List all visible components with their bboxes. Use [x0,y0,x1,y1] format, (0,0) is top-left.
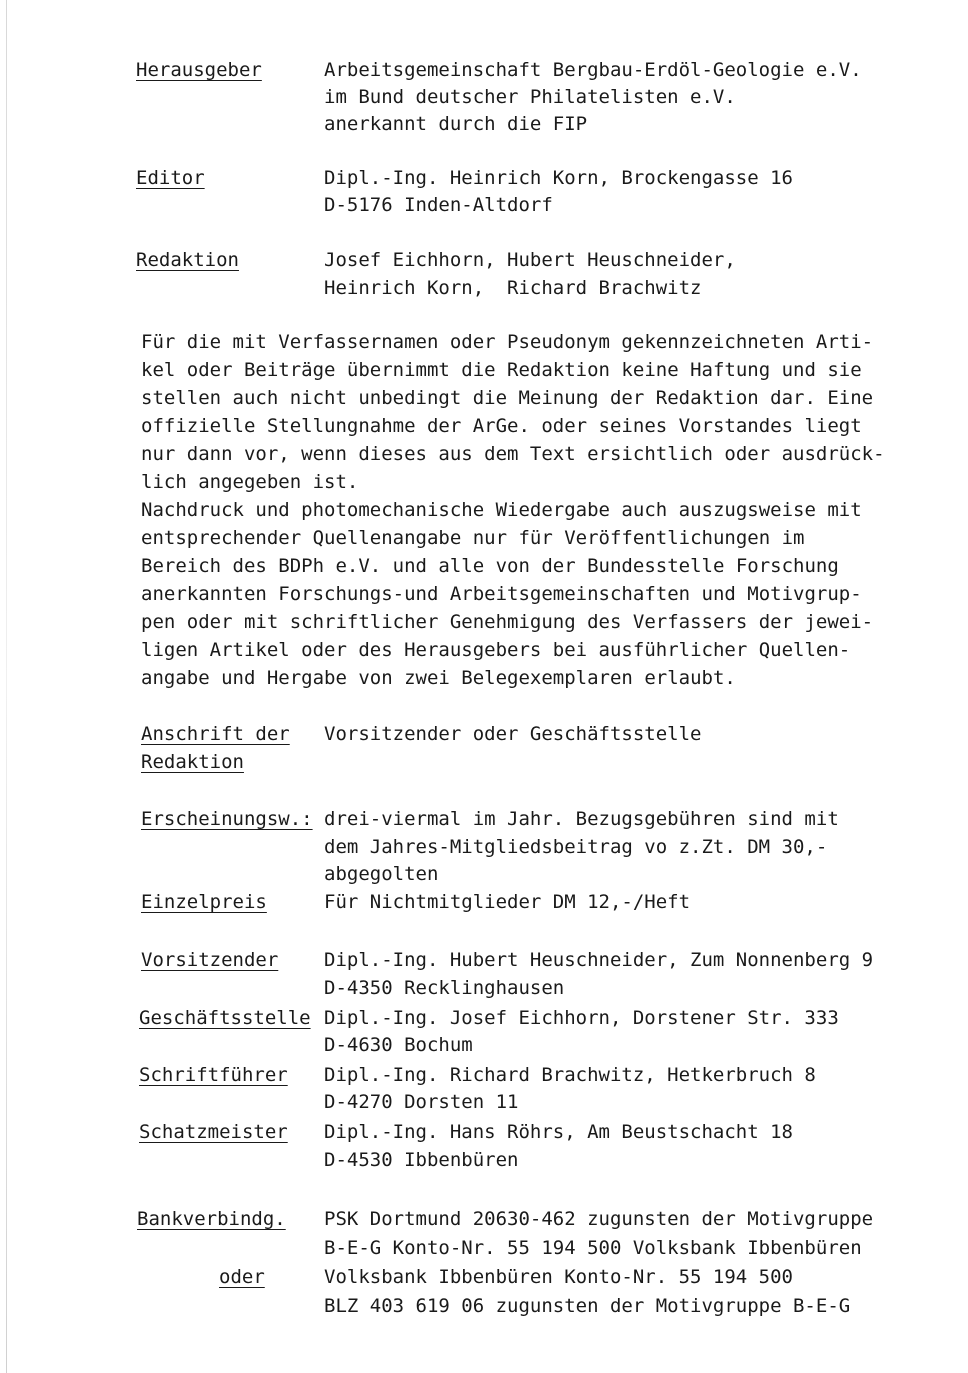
label-redaktion: Redaktion [136,249,239,271]
disclaimer-line: Für die mit Verfassernamen oder Pseudonym gekennzeichneten Arti- [141,331,874,353]
herausgeber-line-1: Arbeitsgemeinschaft Bergbau-Erdöl-Geologie e.V. [324,59,862,81]
erscheinung-line-1: drei-viermal im Jahr. Bezugsgebühren sind mit [324,808,839,830]
disclaimer-line: anerkannten Forschungs-und Arbeitsgemeinschaften und Motivgrup- [141,583,862,605]
label-oder: oder [219,1266,265,1288]
disclaimer-line: entsprechender Quellenangabe nur für Veröffentlichungen im [141,527,805,549]
redaktion-line-1: Josef Eichhorn, Hubert Heuschneider, [324,249,736,271]
label-herausgeber: Herausgeber [136,59,262,81]
geschaeftsstelle-line-2: D-4630 Bochum [324,1034,473,1056]
label-einzelpreis: Einzelpreis [141,891,267,913]
label-anschrift-line-2: Redaktion [141,751,244,773]
schriftfuehrer-line-1: Dipl.-Ing. Richard Brachwitz, Hetkerbruch 8 [324,1064,816,1086]
disclaimer-line: lich angegeben ist. [141,471,359,493]
bank-oder-line-1: Volksbank Ibbenbüren Konto-Nr. 55 194 500 [324,1266,793,1288]
disclaimer-line: offizielle Stellungnahme der ArGe. oder seines Vorstandes liegt [141,415,862,437]
redaktion-line-2: Heinrich Korn, Richard Brachwitz [324,277,702,299]
schriftfuehrer-line-2: D-4270 Dorsten 11 [324,1091,519,1113]
bank-oder-line-2: BLZ 403 619 06 zugunsten der Motivgruppe B-E-G [324,1295,851,1317]
disclaimer-line: pen oder mit schriftlicher Genehmigung des Verfassers der jewei- [141,611,874,633]
herausgeber-line-2: im Bund deutscher Philatelisten e.V. [324,86,736,108]
schatzmeister-line-1: Dipl.-Ing. Hans Röhrs, Am Beustschacht 18 [324,1121,793,1143]
disclaimer-line: angabe und Hergabe von zwei Belegexemplaren erlaubt. [141,667,736,689]
label-editor: Editor [136,167,205,189]
erscheinung-line-3: abgegolten [324,863,439,885]
anschrift-value: Vorsitzender oder Geschäftsstelle [324,723,702,745]
label-schatzmeister: Schatzmeister [139,1121,288,1143]
scan-page-edge [6,0,7,1373]
label-schriftfuehrer: Schriftführer [139,1064,288,1086]
einzelpreis-value: Für Nichtmitglieder DM 12,-/Heft [324,891,691,913]
disclaimer-line: Bereich des BDPh e.V. und alle von der Bundesstelle Forschung [141,555,839,577]
disclaimer-paragraph [141,328,911,692]
label-bankverbindung: Bankverbindg. [137,1208,286,1230]
disclaimer-line: kel oder Beiträge übernimmt die Redaktion keine Haftung und sie [141,359,862,381]
erscheinung-line-2: dem Jahres-Mitgliedsbeitrag vo z.Zt. DM 30,- [324,836,828,858]
disclaimer-line: ligen Artikel oder des Herausgebers bei ausführlicher Quellen- [141,639,851,661]
bank-line-1: PSK Dortmund 20630-462 zugunsten der Motivgruppe [324,1208,874,1230]
geschaeftsstelle-line-1: Dipl.-Ing. Josef Eichhorn, Dorstener Str. 333 [324,1007,839,1029]
editor-line-1: Dipl.-Ing. Heinrich Korn, Brockengasse 16 [324,167,793,189]
label-erscheinung: Erscheinungsw.: [141,808,313,830]
disclaimer-line: stellen auch nicht unbedingt die Meinung der Redaktion dar. Eine [141,387,874,409]
label-geschaeftsstelle: Geschäftsstelle [139,1007,311,1029]
editor-line-2: D-5176 Inden-Altdorf [324,194,553,216]
label-vorsitzender: Vorsitzender [141,949,279,971]
disclaimer-line: nur dann vor, wenn dieses aus dem Text ersichtlich oder ausdrück- [141,443,885,465]
label-anschrift-line-1: Anschrift der [141,723,290,745]
bank-line-2: B-E-G Konto-Nr. 55 194 500 Volksbank Ibbenbüren [324,1237,862,1259]
vorsitzender-line-2: D-4350 Recklinghausen [324,977,565,999]
vorsitzender-line-1: Dipl.-Ing. Hubert Heuschneider, Zum Nonnenberg 9 [324,949,874,971]
disclaimer-line: Nachdruck und photomechanische Wiedergabe auch auszugsweise mit [141,499,862,521]
schatzmeister-line-2: D-4530 Ibbenbüren [324,1149,519,1171]
herausgeber-line-3: anerkannt durch die FIP [324,113,588,135]
